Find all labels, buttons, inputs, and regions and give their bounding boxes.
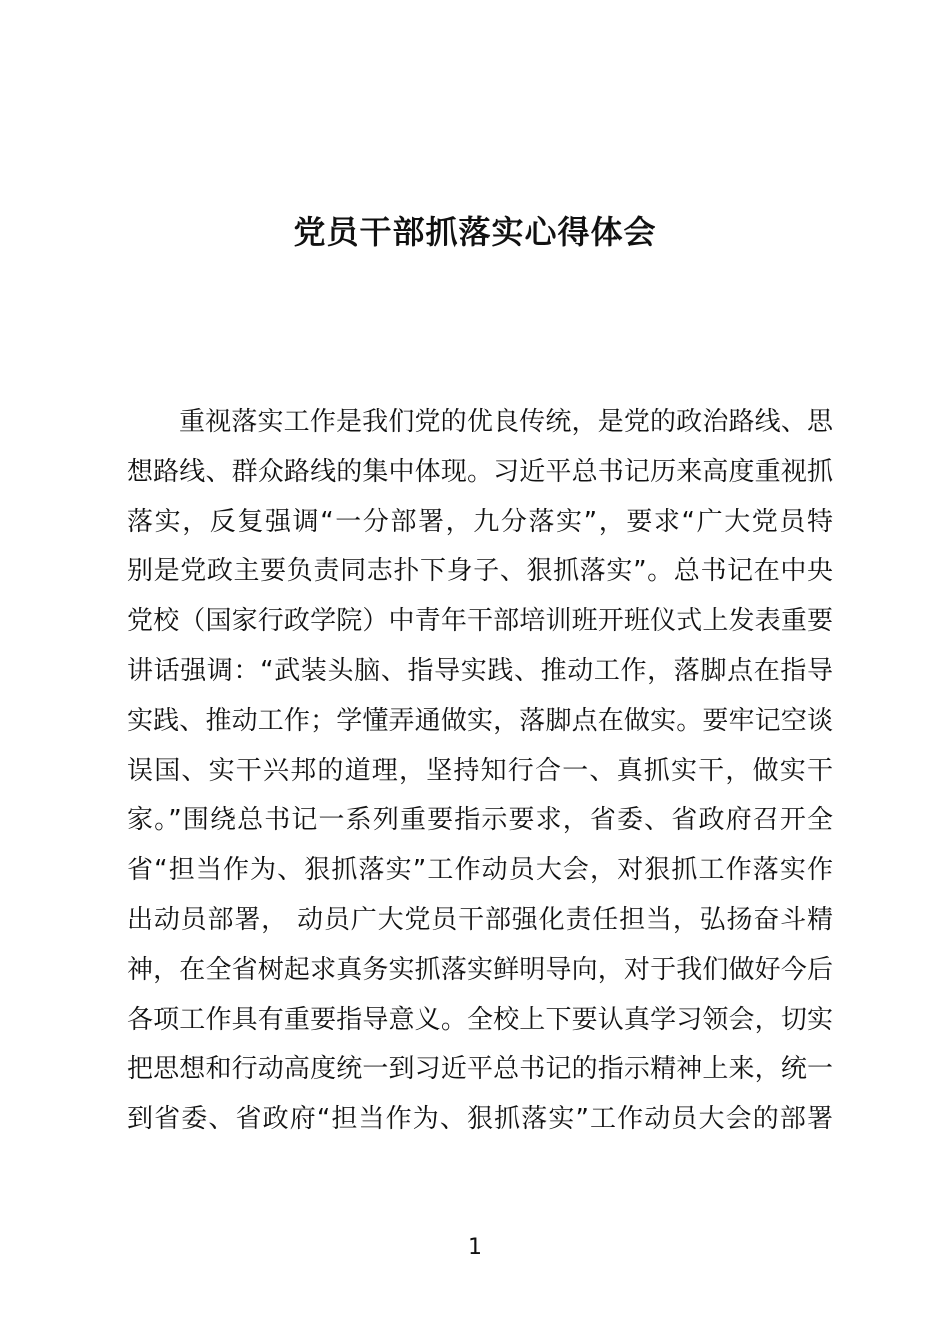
body-line: 出动员部署， 动员广大党员干部强化责任担当，弘扬奋斗精 [127,904,833,935]
body-line: 误国、实干兴邦的道理，坚持知行合一、真抓实干，做实干 [127,755,833,786]
body-line: 各项工作具有重要指导意义。全校上下要认真学习领会，切实 [127,1004,833,1035]
body-line: 神，在全省树起求真务实抓落实鲜明导向，对于我们做好今后 [127,954,833,985]
body-line: 想路线、群众路线的集中体现。习近平总书记历来高度重视抓 [127,456,833,487]
body-line: 家。”围绕总书记一系列重要指示要求，省委、省政府召开全 [127,805,833,836]
body-paragraph [127,398,833,1145]
body-line: 到省委、省政府“担当作为、狠抓落实”工作动员大会的部署 [127,1104,833,1135]
page-number: 1 [468,1235,482,1260]
document-title: 党员干部抓落实心得体会 [293,213,657,251]
body-line: 把思想和行动高度统一到习近平总书记的指示精神上来，统一 [127,1054,833,1085]
body-line: 省“担当作为、狠抓落实”工作动员大会，对狠抓工作落实作 [127,855,833,886]
body-line: 别是党政主要负责同志扑下身子、狠抓落实”。总书记在中央 [127,556,833,587]
body-line: 党校（国家行政学院）中青年干部培训班开班仪式上发表重要 [127,606,833,637]
body-line: 重视落实工作是我们党的优良传统，是党的政治路线、思 [179,407,833,437]
body-line: 实践、推动工作；学懂弄通做实，落脚点在做实。要牢记空谈 [127,705,833,736]
body-line: 落实，反复强调“一分部署，九分落实”，要求“广大党员特 [127,506,833,537]
body-line: 讲话强调：“武装头脑、指导实践、推动工作，落脚点在指导 [127,655,833,686]
